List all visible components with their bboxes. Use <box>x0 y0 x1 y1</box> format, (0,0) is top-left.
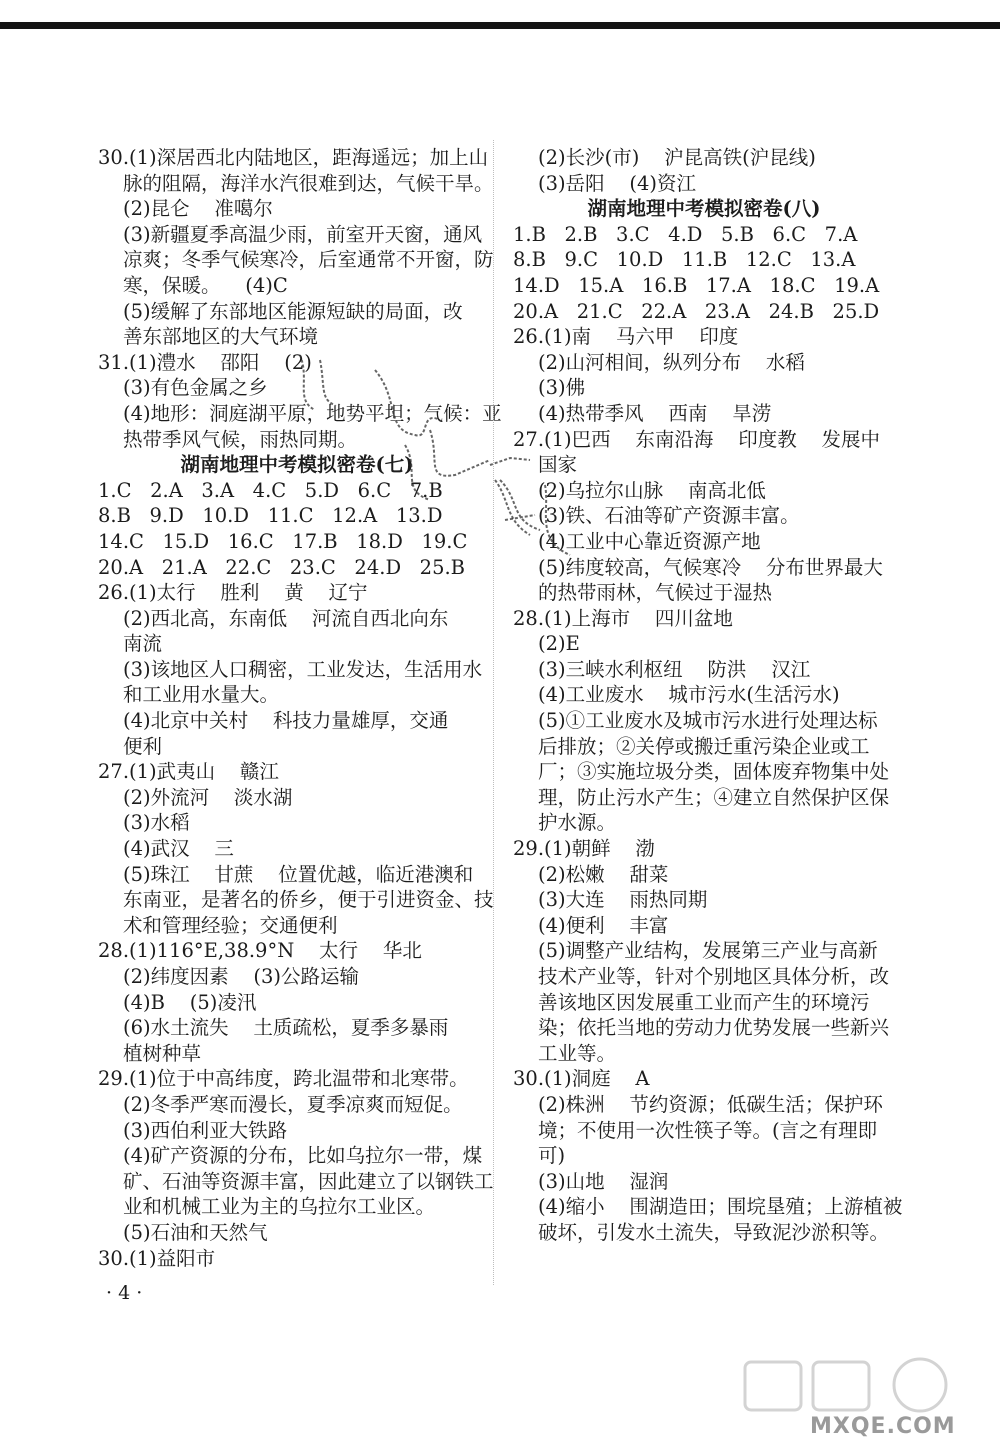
answer-line: (3)铁、石油等矿产资源丰富。 <box>538 504 800 528</box>
answer-line: (3)三峡水利枢纽 防洪 汉江 <box>538 657 811 681</box>
answer-line: (4)B (5)凌汛 <box>123 990 257 1014</box>
answer-line: (4)武汉 三 <box>123 837 234 861</box>
top-rule <box>0 22 1000 29</box>
answer-line: 8.B 9.D 10.D 11.C 12.A 13.D <box>98 504 443 528</box>
answer-line: (2)山河相间，纵列分布 水稻 <box>538 350 805 374</box>
answer-line: 14.C 15.D 16.C 17.B 18.D 19.C <box>98 529 468 553</box>
answer-line: 29.(1)朝鲜 渤 <box>513 837 655 861</box>
answer-line: 14.D 15.A 16.B 17.A 18.C 19.A <box>513 273 880 297</box>
answer-line: (4)缩小 围湖造田；围垸垦殖；上游植被 <box>538 1195 903 1219</box>
answer-line: (3)有色金属之乡 <box>123 376 268 400</box>
answer-line: (5)缓解了东部地区能源短缺的局面，改 <box>123 299 463 323</box>
answer-line: 28.(1)上海市 四川盆地 <box>513 606 733 630</box>
answer-line: 20.A 21.C 22.A 23.A 24.B 25.D <box>513 299 880 323</box>
answer-line: 便利 <box>123 734 163 758</box>
answer-line: 1.B 2.B 3.C 4.D 5.B 6.C 7.A <box>513 222 858 246</box>
answer-line: (2)乌拉尔山脉 南高北低 <box>538 478 766 502</box>
answer-line: (3)山地 湿润 <box>538 1169 669 1193</box>
answer-line: 国家 <box>538 453 578 477</box>
answer-line: 26.(1)太行 胜利 黄 辽宁 <box>98 581 368 605</box>
answer-line: 的热带雨林，气候过于湿热 <box>538 581 773 605</box>
answer-line: 和工业用水量大。 <box>123 683 280 707</box>
answer-line: 31.(1)澧水 邵阳 (2) <box>98 350 312 374</box>
answer-line: (4)地形：洞庭湖平原，地势平坦；气候：亚 <box>123 401 502 425</box>
page-number: · 4 · <box>106 1282 143 1304</box>
answer-line: (2)纬度因素 (3)公路运输 <box>123 965 360 988</box>
answer-line: 27.(1)巴西 东南沿海 印度教 发展中 <box>513 427 881 451</box>
answer-line: (5)珠江 甘蔗 位置优越，临近港澳和 <box>123 862 474 886</box>
answer-line: (3)佛 <box>538 376 586 400</box>
answer-line: (2)西北高，东南低 河流自西北向东 <box>123 606 449 630</box>
answer-line: 技术产业等，针对个别地区具体分析，改 <box>538 965 890 988</box>
answer-line: (3)大连 雨热同期 <box>538 888 708 912</box>
answer-line: 东南亚，是著名的侨乡，便于引进资金、技 <box>123 888 494 912</box>
answer-line: 理，防止污水产生；④建立自然保护区保 <box>538 785 890 809</box>
answer-line: 染；依托当地的劳动力优势发展一些新兴 <box>538 1016 890 1040</box>
answer-line: (4)热带季风 西南 旱涝 <box>538 401 772 425</box>
answer-line: (2)松嫩 甜菜 <box>538 862 669 886</box>
answer-line: 寒，保暖。 (4)C <box>123 273 288 297</box>
answer-line: 28.(1)116°E,38.9°N 太行 华北 <box>98 939 422 963</box>
answer-line: (2)E <box>538 632 580 656</box>
answer-line: (4)工业废水 城市污水(生活污水) <box>538 683 840 707</box>
answer-line: 矿、石油等资源丰富，因此建立了以钢铁工 <box>123 1169 494 1193</box>
answer-line: 热带季风气候，雨热同期。 <box>123 427 358 451</box>
answer-line: (5)纬度较高，气候寒冷 分布世界最大 <box>538 555 883 579</box>
answer-line: 厂；③实施垃圾分类，固体废弃物集中处 <box>538 760 890 784</box>
answer-line: (4)北京中关村 科技力量雄厚，交通 <box>123 709 449 733</box>
answer-line: 29.(1)位于中高纬度，跨北温带和北寒带。 <box>98 1067 469 1091</box>
section-heading: 湖南地理中考模拟密卷(七) <box>180 453 414 477</box>
answer-line: (4)工业中心靠近资源产地 <box>538 529 761 553</box>
section-heading: 湖南地理中考模拟密卷(八) <box>587 197 821 221</box>
answer-line: 善东部地区的大气环境 <box>123 325 319 349</box>
answer-line: 30.(1)洞庭 A <box>513 1067 650 1091</box>
answer-line: (5)石油和天然气 <box>123 1220 268 1244</box>
answer-line: (2)株洲 节约资源；低碳生活；保护环 <box>538 1092 883 1116</box>
answer-line: (4)矿产资源的分布，比如乌拉尔一带，煤 <box>123 1144 483 1168</box>
answer-line: 植树种草 <box>123 1041 202 1065</box>
answer-line: 后排放；②关停或搬迁重污染企业或工 <box>538 734 870 758</box>
answer-column-left <box>98 145 502 1271</box>
answer-line: (5)调整产业结构，发展第三产业与高新 <box>538 939 878 963</box>
answer-line: 工业等。 <box>538 1041 617 1065</box>
answer-line: 30.(1)深居西北内陆地区，距海遥远；加上山 <box>98 146 489 169</box>
answer-line: (2)冬季严寒而漫长，夏季凉爽而短促。 <box>123 1092 463 1116</box>
answer-line: 26.(1)南 马六甲 印度 <box>513 325 739 349</box>
column-divider <box>493 140 494 1285</box>
answer-line: (6)水土流失 土质疏松，夏季多暴雨 <box>123 1016 449 1040</box>
answer-line: 脉的阻隔，海洋水汽很难到达，气候干旱。 <box>123 171 494 195</box>
answer-line: 凉爽；冬季气候寒冷，后室通常不开窗，防 <box>123 248 494 272</box>
answer-line: 业和机械工业为主的乌拉尔工业区。 <box>123 1195 436 1219</box>
answer-line: 8.B 9.C 10.D 11.B 12.C 13.A <box>513 248 856 272</box>
answer-line: (3)西伯利亚大铁路 <box>123 1118 288 1142</box>
answer-line: 20.A 21.A 22.C 23.C 24.D 25.B <box>98 555 466 579</box>
answer-line: 境；不使用一次性筷子等。(言之有理即 <box>538 1118 878 1142</box>
answer-column-right <box>513 145 903 1246</box>
answer-line: (3)新疆夏季高温少雨，前室开天窗，通风 <box>123 222 483 246</box>
answer-line: 1.C 2.A 3.A 4.C 5.D 6.C 7.B <box>98 478 443 502</box>
answer-line: (2)昆仑 准噶尔 <box>123 197 273 221</box>
answer-line: 破坏，引发水土流失，导致泥沙淤积等。 <box>538 1220 890 1244</box>
answer-line: 术和管理经验；交通便利 <box>123 913 338 937</box>
answer-line: (4)便利 丰富 <box>538 913 669 937</box>
answer-line: 可) <box>538 1144 566 1168</box>
answer-line: (3)水稻 <box>123 811 190 835</box>
answer-line: 南流 <box>123 632 163 656</box>
answer-line: (3)该地区人口稠密，工业发达，生活用水 <box>123 657 483 681</box>
answer-line: 善该地区因发展重工业而产生的环境污 <box>538 990 870 1014</box>
answer-line: (5)①工业废水及城市污水进行处理达标 <box>538 709 878 733</box>
answer-line: 30.(1)益阳市 <box>98 1246 216 1270</box>
answer-line: 27.(1)武夷山 赣江 <box>98 760 279 784</box>
answer-line: 护水源。 <box>538 811 617 835</box>
answer-line: (3)岳阳 (4)资江 <box>538 171 697 195</box>
watermark-text: MXQE.COM <box>810 1414 956 1439</box>
answer-line: (2)外流河 淡水湖 <box>123 785 293 809</box>
answer-line: (2)长沙(市) 沪昆高铁(沪昆线) <box>538 146 816 169</box>
